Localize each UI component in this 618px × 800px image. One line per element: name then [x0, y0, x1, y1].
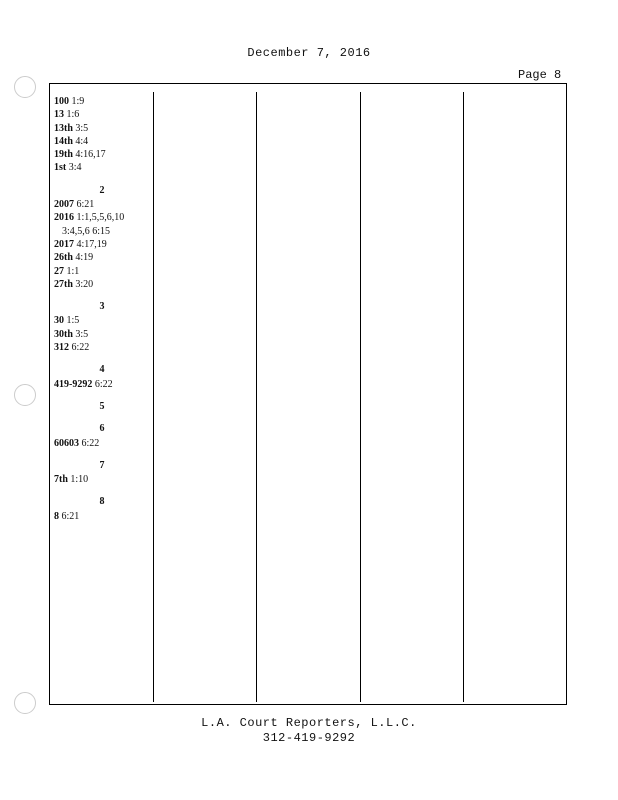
- index-term: 312: [54, 342, 69, 354]
- index-entry: [54, 148, 150, 161]
- binder-hole-middle: [14, 384, 36, 406]
- index-page-refs: 3:5: [75, 122, 89, 134]
- index-letter-heading: 4: [99, 364, 105, 376]
- index-entry: [54, 198, 150, 211]
- index-page-refs: 4:19: [75, 252, 94, 264]
- index-entry: [54, 328, 150, 341]
- index-entry: [54, 437, 150, 450]
- index-entry: [54, 225, 150, 238]
- index-page-refs: 6:22: [94, 378, 113, 390]
- column-divider: [463, 92, 464, 702]
- index-letter-heading: 6: [99, 423, 105, 435]
- index-letter-heading: 3: [99, 301, 105, 313]
- index-page-refs: 3:20: [75, 278, 94, 290]
- index-entry: [54, 135, 150, 148]
- index-term: 19th: [54, 149, 73, 161]
- index-term: 1st: [54, 162, 67, 174]
- index-term: 419-9292: [54, 378, 93, 390]
- index-term: 27th: [54, 278, 73, 290]
- index-page-refs: 3:4,5,6 6:15: [62, 225, 111, 237]
- index-term: 60603: [54, 437, 79, 449]
- index-term: 2016: [54, 212, 74, 224]
- index-letter-heading: 8: [99, 496, 105, 508]
- page-number: Page 8: [518, 68, 562, 82]
- index-column-1: [54, 95, 150, 523]
- index-term: 13: [54, 109, 64, 121]
- index-page-refs: 1:9: [71, 96, 85, 107]
- index-page-refs: 4:16,17: [75, 149, 106, 161]
- index-page-refs: 4:4: [75, 135, 89, 147]
- index-term: 30th: [54, 328, 73, 340]
- index-entry: [54, 238, 150, 251]
- index-page-refs: 3:5: [75, 328, 89, 340]
- index-term: 30: [54, 315, 64, 327]
- binder-hole-bottom: [14, 692, 36, 714]
- index-entry: [54, 473, 150, 486]
- index-entry: [54, 251, 150, 264]
- index-entry: [54, 510, 150, 523]
- index-page-refs: 6:22: [81, 437, 100, 449]
- index-term: 14th: [54, 135, 73, 147]
- column-divider: [360, 92, 361, 702]
- index-term: 13th: [54, 122, 73, 134]
- index-term: 2007: [54, 199, 74, 211]
- header-date: December 7, 2016: [247, 46, 371, 60]
- index-page-refs: 6:21: [76, 199, 95, 211]
- index-term: 26th: [54, 252, 73, 264]
- index-entry: [54, 108, 150, 121]
- index-letter-heading: 2: [99, 184, 105, 196]
- binder-hole-top: [14, 76, 36, 98]
- index-entry: [54, 341, 150, 354]
- index-page-refs: 6:22: [71, 342, 90, 354]
- index-term: 27: [54, 265, 64, 277]
- index-term: 100: [54, 96, 69, 107]
- footer-company: L.A. Court Reporters, L.L.C.: [201, 716, 417, 730]
- index-letter-heading: 5: [99, 400, 105, 412]
- index-term: 8: [54, 510, 59, 522]
- index-entry: [54, 161, 150, 174]
- index-page-refs: 1:1,5,5,6,10: [76, 212, 125, 224]
- index-page-refs: 6:21: [61, 510, 80, 522]
- index-page-refs: 3:4: [68, 162, 82, 174]
- index-page-refs: 1:6: [66, 109, 80, 121]
- index-entry: [54, 278, 150, 291]
- column-divider: [256, 92, 257, 702]
- index-letter-heading: 7: [99, 459, 105, 471]
- index-page-refs: 1:1: [66, 265, 80, 277]
- footer-phone: 312-419-9292: [262, 731, 356, 745]
- index-entry: [54, 265, 150, 278]
- index-entry: [54, 211, 150, 224]
- index-term: 7th: [54, 474, 68, 486]
- index-entry: [54, 122, 150, 135]
- column-divider: [153, 92, 154, 702]
- index-page-refs: 1:10: [70, 474, 89, 486]
- index-term: 2017: [54, 238, 74, 250]
- index-page-refs: 4:17,19: [76, 238, 107, 250]
- index-entry: [54, 314, 150, 327]
- index-entry: [54, 95, 150, 108]
- index-page-refs: 1:5: [66, 315, 80, 327]
- index-entry: [54, 378, 150, 391]
